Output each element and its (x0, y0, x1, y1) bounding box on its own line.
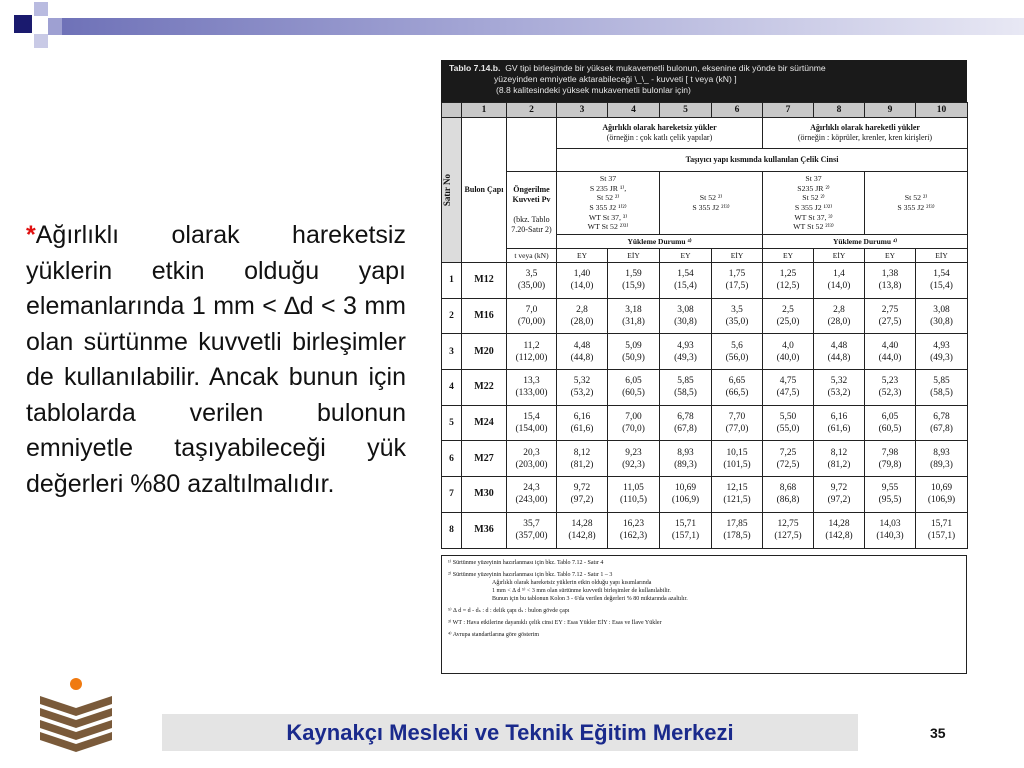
pretension-cell: 11,2 (112,00) (507, 334, 557, 370)
value-cell: 2,5 (25,0) (763, 298, 814, 334)
logo-book-icon (40, 696, 112, 752)
value-cell: 15,71 (157,1) (916, 512, 968, 548)
row-number: 7 (442, 477, 462, 513)
value-cell: 4,48 (44,8) (814, 334, 865, 370)
col-number: 1 (462, 103, 507, 118)
steel-types-row (442, 172, 968, 235)
pretension-cell: 3,5 (35,00) (507, 263, 557, 299)
ey-label: EY (557, 249, 608, 263)
bolt-size: M27 (462, 441, 507, 477)
table-row (442, 477, 968, 513)
value-cell: 9,55 (95,5) (865, 477, 916, 513)
decor-square-light (34, 34, 48, 48)
value-cell: 9,72 (97,2) (814, 477, 865, 513)
footer-title: Kaynakçı Mesleki ve Teknik Eğitim Merkezi (286, 720, 734, 745)
note-4: ³⁾ WT : Hava etkilerine dayanıklı çelik cinsi EY : Esas Yükler EİY : Esas ve İlave Yükler (448, 620, 662, 626)
note-3: ⁵⁾ ∆ d = d - dₛ : d : delik çapı dₛ : bulon gövde çapı (448, 608, 570, 614)
note-2b: 1 mm < ∆ d ⁵⁾ < 3 mm olan sürtünme kuvvetli birleşimler de kullanılabilir. (492, 588, 671, 594)
ongerme-header: Öngerilme Kuvveti Pv (512, 185, 551, 204)
column-number-row (442, 103, 968, 118)
value-cell: 3,08 (30,8) (660, 298, 712, 334)
value-cell: 10,69 (106,9) (916, 477, 968, 513)
value-cell: 8,12 (81,2) (557, 441, 608, 477)
note-1: ¹⁾ Sürtünme yüzeyinin hazırlanması için bkz. Tablo 7.12 - Satır 4 (448, 560, 604, 566)
note-2: ²⁾ Sürtünme yüzeyinin hazırlanması için bkz. Tablo 7.12 - Satır 1 – 3 (448, 572, 613, 578)
group-static-title: Ağırlıklı olarak hareketsiz yükler (602, 123, 717, 132)
value-cell: 1,54 (15,4) (660, 263, 712, 299)
value-cell: 16,23 (162,3) (608, 512, 660, 548)
bolt-size: M24 (462, 405, 507, 441)
value-cell: 2,75 (27,5) (865, 298, 916, 334)
ey-label: EY (865, 249, 916, 263)
value-cell: 4,48 (44,8) (557, 334, 608, 370)
bolt-capacity-table (441, 60, 967, 674)
value-cell: 17,85 (178,5) (712, 512, 763, 548)
note-2c: Bunun için bu tablonun Kolon 3 - 6'da verilen değerleri % 80 miktarında azaltılır. (492, 596, 688, 602)
row-number: 3 (442, 334, 462, 370)
value-cell: 14,28 (142,8) (557, 512, 608, 548)
value-cell: 5,50 (55,0) (763, 405, 814, 441)
value-cell: 4,93 (49,3) (660, 334, 712, 370)
logo-sun-icon (70, 678, 82, 690)
value-cell: 3,18 (31,8) (608, 298, 660, 334)
decor-square-dark (14, 15, 32, 33)
value-cell: 5,85 (58,5) (916, 370, 968, 406)
row-number: 4 (442, 370, 462, 406)
value-cell: 15,71 (157,1) (660, 512, 712, 548)
bolt-size: M30 (462, 477, 507, 513)
value-cell: 7,25 (72,5) (763, 441, 814, 477)
value-cell: 5,85 (58,5) (660, 370, 712, 406)
table-notes (441, 555, 967, 674)
unit-row (442, 249, 968, 263)
value-cell: 5,32 (53,2) (814, 370, 865, 406)
page-number: 35 (930, 725, 946, 741)
table-body (442, 263, 968, 549)
value-cell: 6,65 (66,5) (712, 370, 763, 406)
value-cell: 6,05 (60,5) (608, 370, 660, 406)
col-number: 5 (660, 103, 712, 118)
header-gradient-band (62, 18, 1024, 35)
eiy-label: EİY (814, 249, 865, 263)
caption-line-1: GV tipi birleşimde bir yüksek mukavemetli bulonun, eksenine dik yönde bir sürtünme (505, 63, 826, 73)
eiy-label: EİY (712, 249, 763, 263)
steel-group-c: St 37 S235 JR ²⁾ St 52 ²⁾ S 355 J2 ¹⁾²⁾ WT St 37, ³⁾ WT St 52 ²⁾³⁾ (763, 172, 865, 235)
value-cell: 10,69 (106,9) (660, 477, 712, 513)
col-number: 8 (814, 103, 865, 118)
table-row (442, 512, 968, 548)
data-table (441, 102, 968, 549)
decor-square-mid (48, 18, 62, 35)
value-cell: 14,28 (142,8) (814, 512, 865, 548)
row-number: 2 (442, 298, 462, 334)
note-5: ⁴⁾ Avrupa standartlarına göre gösterim (448, 632, 540, 638)
group-static-example: (örneğin : çok katlı çelik yapılar) (606, 133, 713, 142)
bolt-size: M36 (462, 512, 507, 548)
table-row (442, 263, 968, 299)
col-number: 7 (763, 103, 814, 118)
body-paragraph (26, 218, 406, 502)
value-cell: 9,23 (92,3) (608, 441, 660, 477)
ey-label: EY (763, 249, 814, 263)
table-caption (441, 60, 967, 102)
value-cell: 1,75 (17,5) (712, 263, 763, 299)
table-row (442, 370, 968, 406)
value-cell: 6,78 (67,8) (916, 405, 968, 441)
pretension-cell: 15,4 (154,00) (507, 405, 557, 441)
institution-logo (34, 676, 118, 754)
col-number: 3 (557, 103, 608, 118)
value-cell: 1,38 (13,8) (865, 263, 916, 299)
note-2a: Ağırlıklı olarak hareketsiz yüklerin etkin olduğu yapı kısımlarında (492, 580, 652, 586)
steel-header: Taşıyıcı yapı kısmında kullanılan Çelik Cinsi (557, 149, 968, 172)
row-number: 6 (442, 441, 462, 477)
col-number: 6 (712, 103, 763, 118)
row-number: 5 (442, 405, 462, 441)
row-number: 8 (442, 512, 462, 548)
paragraph-text: Ağırlıklı olarak hareketsiz yüklerin etkin olduğu yapı elemanlarında 1 mm < ∆d < 3 mm olan sürtünme kuvvetli birleşimler de kullanılabilir. Ancak bunun için tablolarda verilen bulonun emniyetle taşıyabileceği yük değerleri %80 azaltılmalıdır. (26, 221, 406, 498)
pretension-cell: 24,3 (243,00) (507, 477, 557, 513)
eiy-label: EİY (608, 249, 660, 263)
caption-line-2: yüzeyinden emniyetle aktarabileceği \_\_ - kuvveti [ t veya (kN) ] (494, 74, 737, 84)
col-number: 4 (608, 103, 660, 118)
value-cell: 7,70 (77,0) (712, 405, 763, 441)
value-cell: 7,98 (79,8) (865, 441, 916, 477)
bulon-capi-header: Bulon Çapı (462, 118, 507, 263)
value-cell: 1,4 (14,0) (814, 263, 865, 299)
value-cell: 12,75 (127,5) (763, 512, 814, 548)
value-cell: 1,40 (14,0) (557, 263, 608, 299)
value-cell: 2,8 (28,0) (814, 298, 865, 334)
value-cell: 4,40 (44,0) (865, 334, 916, 370)
value-cell: 6,16 (61,6) (557, 405, 608, 441)
value-cell: 2,8 (28,0) (557, 298, 608, 334)
value-cell: 8,93 (89,3) (916, 441, 968, 477)
bolt-size: M16 (462, 298, 507, 334)
value-cell: 1,25 (12,5) (763, 263, 814, 299)
value-cell: 8,12 (81,2) (814, 441, 865, 477)
decor-square-light (34, 2, 48, 16)
note-star: * (26, 221, 36, 249)
table-row (442, 334, 968, 370)
value-cell: 11,05 (110,5) (608, 477, 660, 513)
bolt-size: M22 (462, 370, 507, 406)
bolt-size: M20 (462, 334, 507, 370)
value-cell: 8,68 (86,8) (763, 477, 814, 513)
value-cell: 8,93 (89,3) (660, 441, 712, 477)
col-number: 10 (916, 103, 968, 118)
caption-label: Tablo 7.14.b. (449, 63, 501, 73)
value-cell: 1,59 (15,9) (608, 263, 660, 299)
value-cell: 4,93 (49,3) (916, 334, 968, 370)
table-row (442, 441, 968, 477)
pretension-cell: 13,3 (133,00) (507, 370, 557, 406)
group-dynamic-example: (örneğin : köprüler, krenler, kren kirişleri) (797, 133, 933, 142)
pretension-cell: 35,7 (357,00) (507, 512, 557, 548)
satir-no-header: Satır No (442, 173, 452, 207)
value-cell: 5,32 (53,2) (557, 370, 608, 406)
steel-group-b: St 52 ²⁾ S 355 J2 ²⁾³⁾ (660, 172, 763, 235)
pretension-cell: 20,3 (203,00) (507, 441, 557, 477)
value-cell: 6,16 (61,6) (814, 405, 865, 441)
value-cell: 12,15 (121,5) (712, 477, 763, 513)
loading-label-dynamic: Yükleme Durumu ⁴⁾ (763, 235, 968, 249)
eiy-label: EİY (916, 249, 968, 263)
col-number: 2 (507, 103, 557, 118)
unit-label: t veya (kN) (507, 249, 557, 263)
value-cell: 6,05 (60,5) (865, 405, 916, 441)
ey-label: EY (660, 249, 712, 263)
loading-label-static: Yükleme Durumu ⁴⁾ (557, 235, 763, 249)
value-cell: 7,00 (70,0) (608, 405, 660, 441)
pretension-cell: 7,0 (70,00) (507, 298, 557, 334)
value-cell: 14,03 (140,3) (865, 512, 916, 548)
value-cell: 4,75 (47,5) (763, 370, 814, 406)
steel-group-a: St 37 S 235 JR ¹⁾, St 52 ²⁾ S 355 J2 ¹⁾²⁾ WT St 37, ³⁾ WT St 52 ²⁾³⁾ (557, 172, 660, 235)
value-cell: 3,5 (35,0) (712, 298, 763, 334)
steel-group-d: St 52 ²⁾ S 355 J2 ²⁾³⁾ (865, 172, 968, 235)
ongerme-ref: (bkz. Tablo 7.20-Satır 2) (511, 215, 552, 234)
row-number: 1 (442, 263, 462, 299)
group-dynamic-title: Ağırlıklı olarak hareketli yükler (810, 123, 920, 132)
value-cell: 5,09 (50,9) (608, 334, 660, 370)
value-cell: 4,0 (40,0) (763, 334, 814, 370)
table-row (442, 298, 968, 334)
value-cell: 9,72 (97,2) (557, 477, 608, 513)
group-header-row (442, 118, 968, 149)
value-cell: 6,78 (67,8) (660, 405, 712, 441)
value-cell: 3,08 (30,8) (916, 298, 968, 334)
bolt-size: M12 (462, 263, 507, 299)
value-cell: 1,54 (15,4) (916, 263, 968, 299)
value-cell: 5,23 (52,3) (865, 370, 916, 406)
col-number: 9 (865, 103, 916, 118)
value-cell: 5,6 (56,0) (712, 334, 763, 370)
caption-line-3: (8.8 kalitesindeki yüksek mukavemetli bulonlar için) (496, 85, 691, 95)
value-cell: 10,15 (101,5) (712, 441, 763, 477)
table-row (442, 405, 968, 441)
